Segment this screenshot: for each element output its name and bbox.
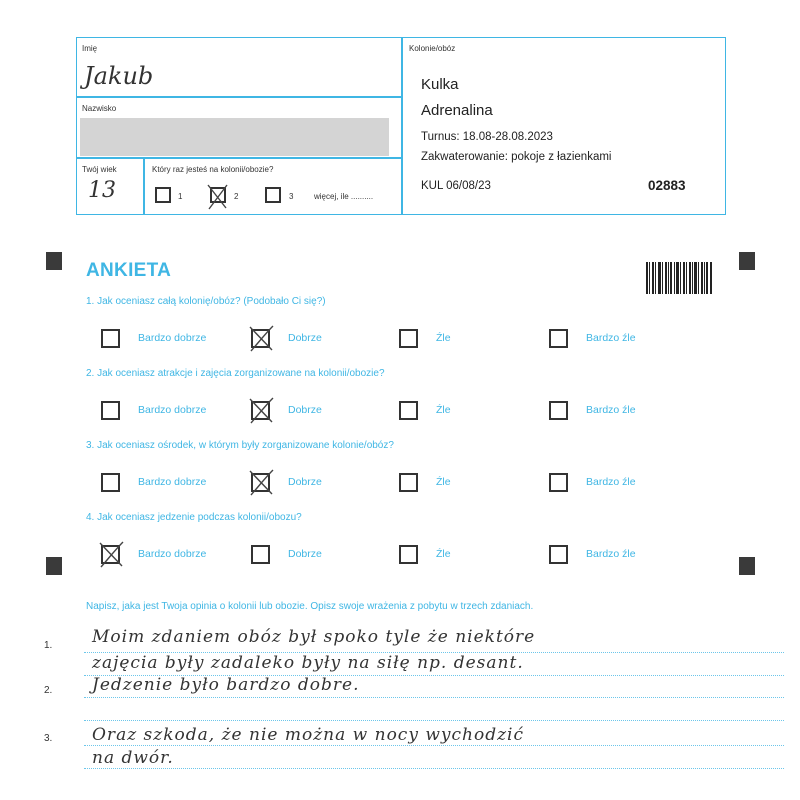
question-text: 3. Jak oceniasz ośrodek, w którym były zorganizowane kolonie/obóz? (86, 440, 394, 451)
x-mark-icon (96, 539, 126, 569)
name-value: Jakub (84, 62, 154, 90)
times-checkbox-1[interactable] (155, 187, 171, 203)
x-mark-icon (246, 467, 276, 497)
answer-option-label: Bardzo dobrze (138, 548, 207, 560)
question-text: 2. Jak oceniasz atrakcje i zajęcia zorganizowane na kolonii/obozie? (86, 368, 385, 379)
divider-name (76, 96, 402, 98)
writing-line (84, 768, 784, 769)
writing-line (84, 720, 784, 721)
handwritten-line: Oraz szkoda, że nie można w nocy wychodzić (92, 725, 524, 745)
answer-option-label: Dobrze (288, 404, 322, 416)
form-number: 02883 (648, 178, 686, 193)
answer-checkbox[interactable] (399, 545, 418, 564)
answer-checkbox[interactable] (399, 401, 418, 420)
scan-marker (739, 557, 755, 575)
question-text: 1. Jak oceniasz całą kolonię/obóz? (Podobało Ci się?) (86, 296, 326, 307)
survey-title: ANKIETA (86, 260, 172, 281)
answer-option-label: Dobrze (288, 548, 322, 560)
camp-name-2: Adrenalina (421, 102, 493, 119)
writing-line (84, 697, 784, 698)
divider-age (143, 157, 145, 215)
answer-option-label: Bardzo źle (586, 548, 636, 560)
line-number: 3. (44, 733, 53, 744)
answer-checkbox[interactable] (549, 545, 568, 564)
surname-label: Nazwisko (82, 104, 117, 113)
answer-option-label: Bardzo źle (586, 332, 636, 344)
divider-surname (76, 157, 402, 159)
answer-option-label: Dobrze (288, 332, 322, 344)
answer-option-label: Bardzo źle (586, 404, 636, 416)
line-number: 2. (44, 685, 53, 696)
answer-option-label: Źle (436, 404, 451, 416)
handwritten-line: Moim zdaniem obóz był spoko tyle że niektóre (92, 627, 536, 647)
answer-checkbox[interactable] (549, 473, 568, 492)
x-mark-icon (246, 395, 276, 425)
turnus: Turnus: 18.08-28.08.2023 (421, 131, 553, 143)
line-number: 1. (44, 640, 53, 651)
handwritten-line: na dwór. (92, 748, 174, 768)
answer-checkbox[interactable] (549, 401, 568, 420)
camp-label: Kolonie/obóz (409, 44, 456, 53)
age-label: Twój wiek (82, 165, 117, 174)
accommodation: Zakwaterowanie: pokoje z łazienkami (421, 151, 612, 163)
x-mark-icon (246, 323, 276, 353)
times-checkbox-3[interactable] (265, 187, 281, 203)
answer-option-label: Źle (436, 476, 451, 488)
answer-checkbox[interactable] (399, 473, 418, 492)
camp-name-1: Kulka (421, 76, 459, 93)
answer-checkbox[interactable] (101, 473, 120, 492)
age-value: 13 (88, 178, 116, 203)
answer-option-label: Źle (436, 332, 451, 344)
times-more-label: więcej, ile .......... (314, 192, 374, 201)
answer-checkbox[interactable] (399, 329, 418, 348)
scan-marker (46, 557, 62, 575)
times-option-2: 2 (234, 192, 239, 201)
answer-option-label: Źle (436, 548, 451, 560)
divider-vertical-main (401, 37, 403, 215)
times-option-1: 1 (178, 192, 183, 201)
question-text: 4. Jak oceniasz jedzenie podczas kolonii/obozu? (86, 512, 302, 523)
camp-code: KUL 06/08/23 (421, 180, 491, 192)
answer-option-label: Bardzo dobrze (138, 404, 207, 416)
times-label: Który raz jesteś na kolonii/obozie? (152, 165, 274, 174)
writing-line (84, 745, 784, 746)
scan-marker (46, 252, 62, 270)
answer-checkbox[interactable] (549, 329, 568, 348)
times-option-3: 3 (289, 192, 294, 201)
answer-checkbox[interactable] (101, 401, 120, 420)
answer-checkbox[interactable] (251, 545, 270, 564)
barcode (646, 262, 712, 294)
answer-option-label: Bardzo dobrze (138, 332, 207, 344)
answer-option-label: Bardzo dobrze (138, 476, 207, 488)
answer-option-label: Dobrze (288, 476, 322, 488)
redacted-surname (80, 118, 389, 156)
answer-checkbox[interactable] (101, 329, 120, 348)
scan-marker (739, 252, 755, 270)
opinion-prompt: Napisz, jaka jest Twoja opinia o kolonii lub obozie. Opisz swoje wrażenia z pobytu w trzech zdaniach. (86, 601, 534, 612)
answer-option-label: Bardzo źle (586, 476, 636, 488)
name-label: Imię (82, 44, 98, 53)
handwritten-line: Jedzenie było bardzo dobre. (92, 675, 360, 695)
x-mark-icon (203, 181, 231, 211)
handwritten-line: zajęcia były zadaleko były na siłę np. desant. (92, 653, 524, 673)
